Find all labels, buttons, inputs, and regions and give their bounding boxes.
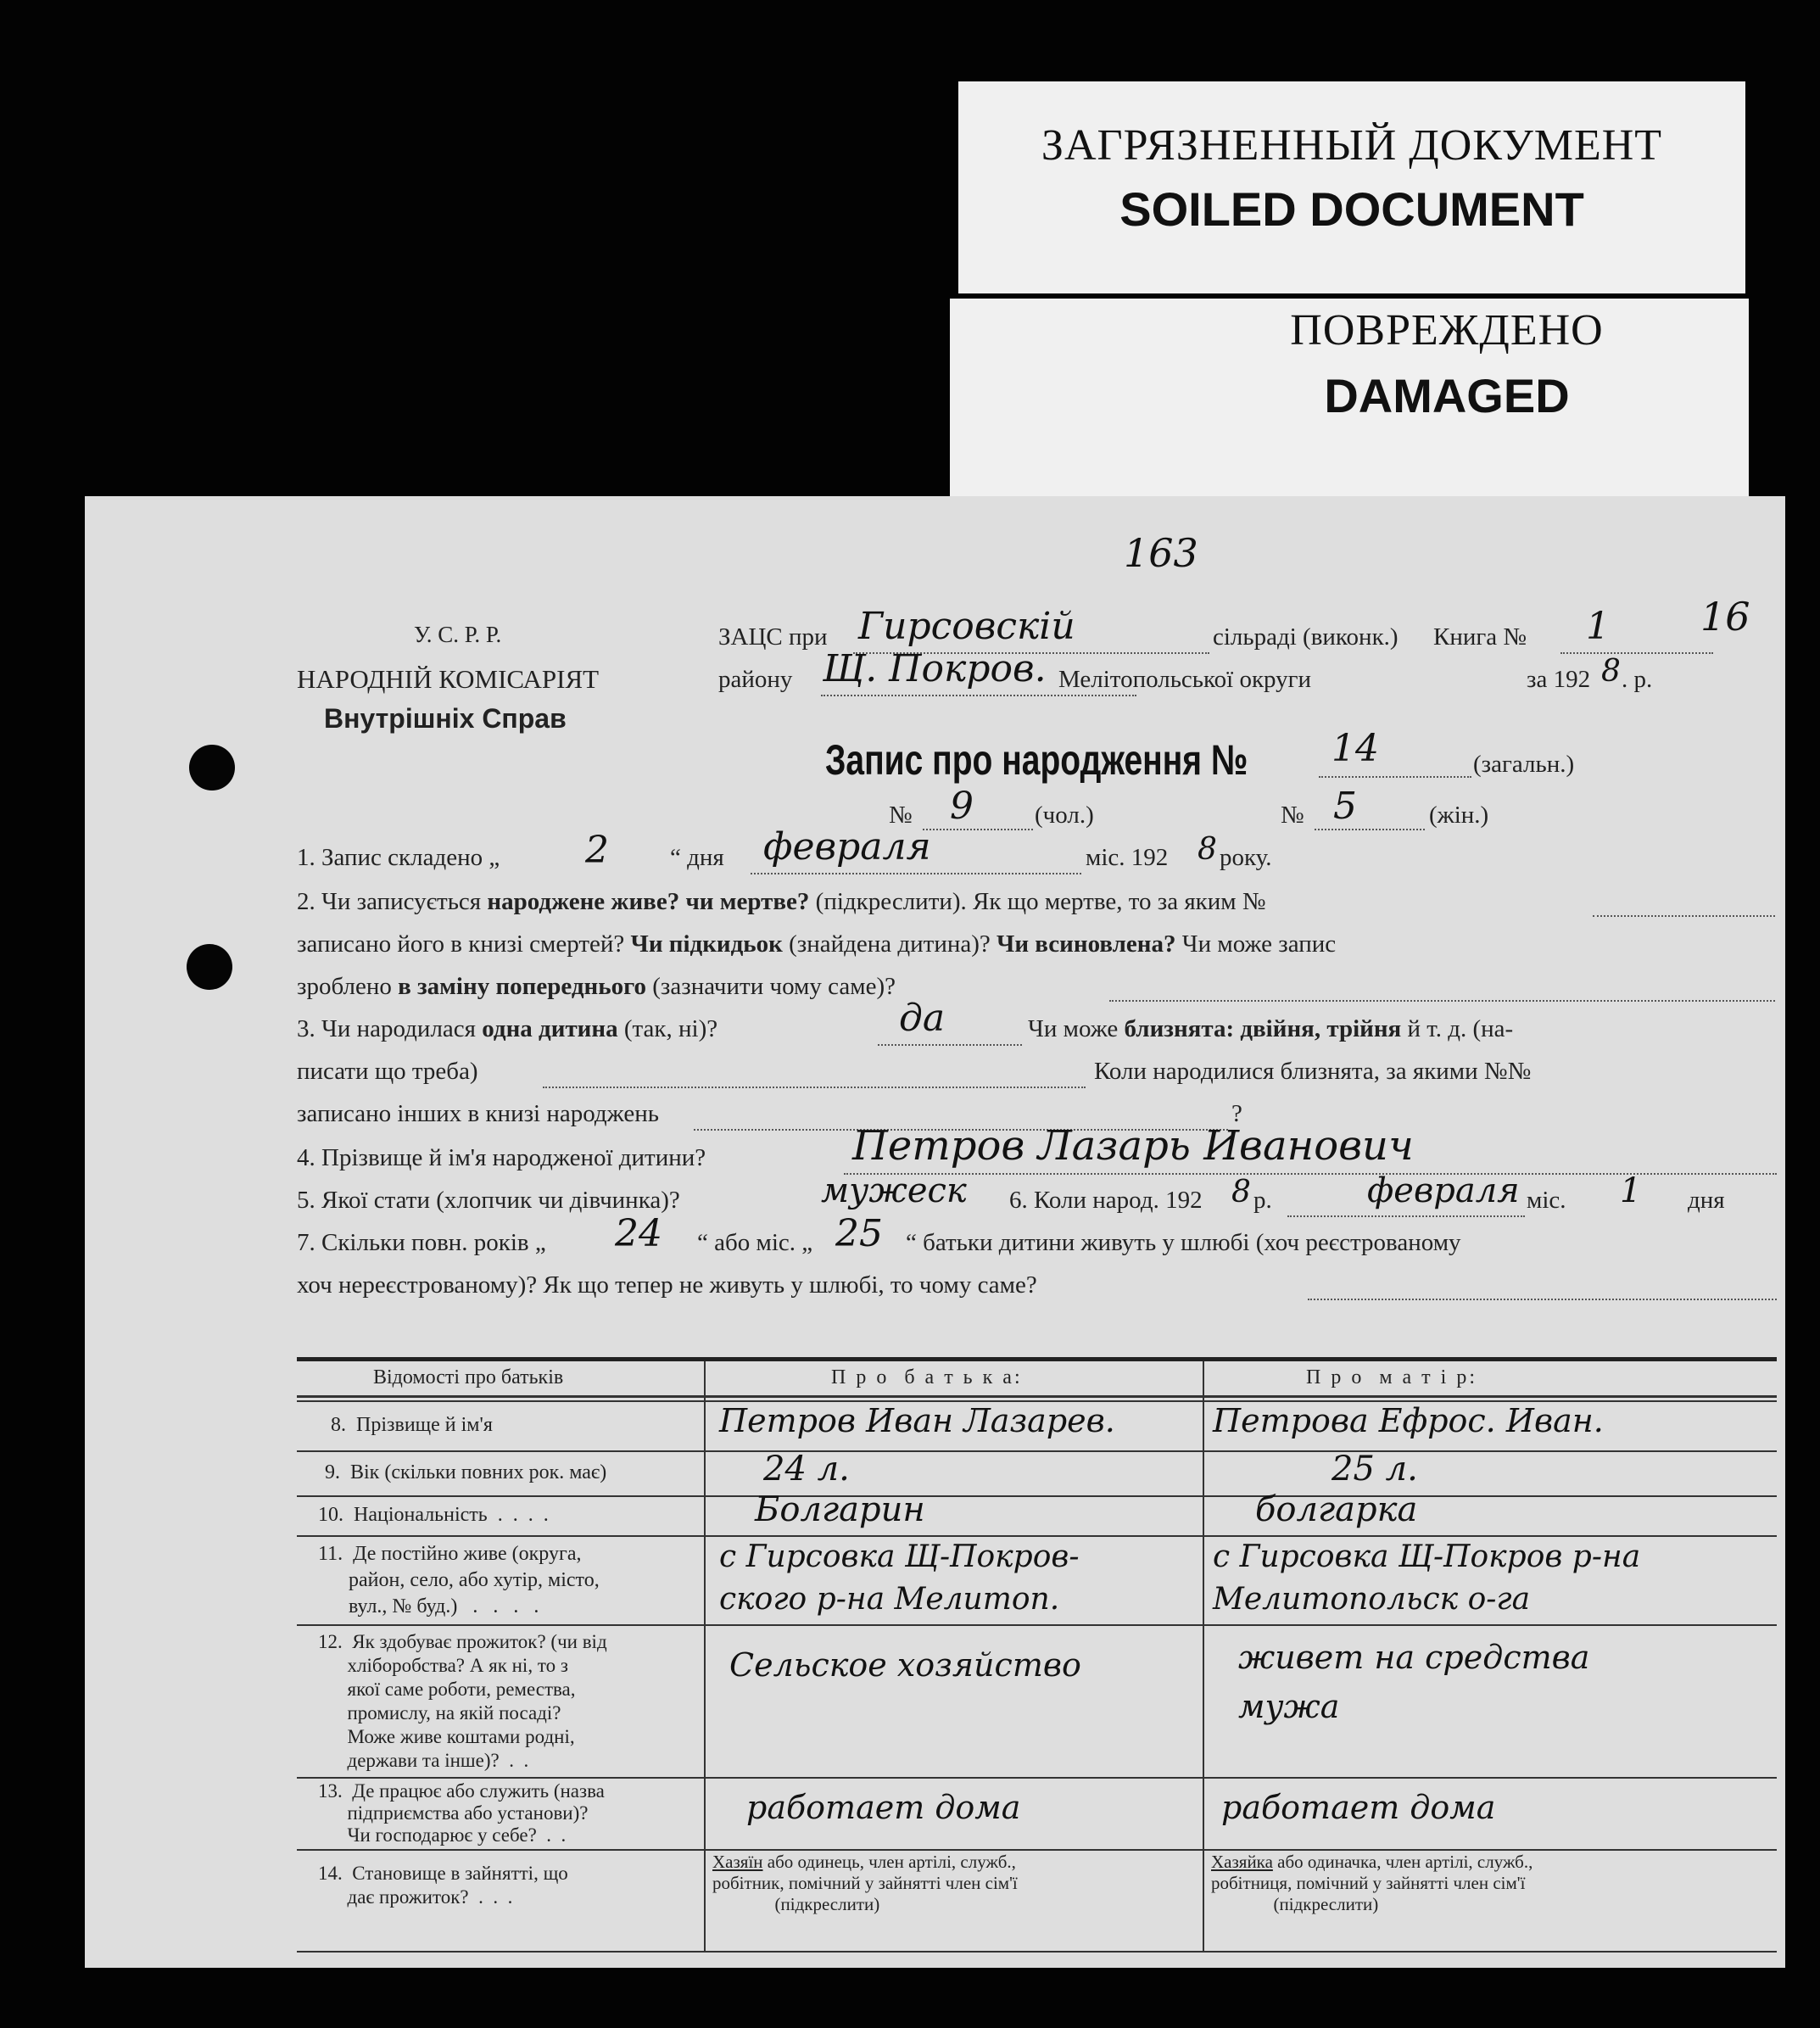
row13-father-value: работает дома	[746, 1789, 1021, 1826]
row11-label: 11. Де постійно живе (округа, район, село, або хутір, місто, вул., № буд.) . . . .	[318, 1543, 600, 1617]
q2-line2: записано його в книзі смертей? Чи підкидьок (знайдена дитина)? Чи всиновлена? Чи може запис	[297, 930, 1337, 958]
row14-father-options: Хазяїн або одинець, член артілі, служб., робітник, помічний у зайнятті член сім'ї (підкреслити)	[712, 1852, 1018, 1914]
q1-text-c: міс. 192	[1086, 844, 1169, 871]
q1-month-value: февраля	[763, 825, 931, 869]
q3-line1-start: 3. Чи народилася одна дитина (так, ні)?	[297, 1015, 718, 1042]
village-council-suffix: сільраді (виконк.)	[1213, 623, 1398, 651]
row14-mother-options: Хазяйка або одиначка, член артілі, служб., робітниця, помічний у зайнятті член сім'ї (підкреслити)	[1211, 1852, 1533, 1914]
record-total-label: (загальн.)	[1473, 751, 1575, 778]
q6-text-month: міс.	[1527, 1187, 1566, 1214]
q1-text-d: року.	[1220, 844, 1272, 871]
soiled-label-ru: ЗАГРЯЗНЕННЫЙ ДОКУМЕНТ	[1041, 121, 1663, 170]
row10-label: 10. Національність . . . .	[318, 1504, 549, 1526]
soiled-document-label	[958, 81, 1745, 293]
row13-mother-value: работает дома	[1221, 1789, 1496, 1826]
row9-label: 9. Вік (скільки повних рок. має)	[325, 1461, 607, 1483]
q3-line1-end: Чи може близнята: двійня, трійня й т. д. (на-	[1028, 1015, 1514, 1042]
female-number-prefix: №	[1281, 802, 1304, 829]
district-value: Щ. Покров.	[823, 647, 1047, 690]
commissariat-heading: НАРОДНІЙ КОМІСАРІЯТ	[297, 664, 600, 694]
row8-label: 8. Прізвище й ім'я	[331, 1414, 493, 1436]
female-label: (жін.)	[1429, 802, 1489, 829]
record-title: Запис про народження №	[825, 736, 1248, 784]
row8-mother-value: Петрова Ефрос. Иван.	[1213, 1402, 1604, 1439]
row12-mother-value: живет на средства мужа	[1238, 1639, 1590, 1725]
row8-father-value: Петров Иван Лазарев.	[719, 1402, 1115, 1439]
table-header-mother: П р о м а т і р:	[1306, 1366, 1477, 1388]
row12-label: 12. Як здобуває прожиток? (чи від хліборобства? А як ні, то з якої саме роботи, ремества, промислу, на якій посаді? Може живе коштами родні, держави та інше)? . .	[318, 1631, 607, 1771]
district-prefix: району	[718, 666, 793, 693]
margin-number: 16	[1700, 594, 1750, 640]
damaged-label-ua: ПОВРЕЖДЕНО	[1290, 306, 1604, 355]
q6-day-value: 1	[1620, 1171, 1642, 1210]
q7-years-value: 24	[615, 1212, 662, 1255]
q3-answer-value: да	[899, 997, 946, 1040]
male-number-value: 9	[950, 785, 974, 828]
damaged-label-en: DAMAGED	[1324, 369, 1570, 422]
q7-text-b: “ або міс. „	[697, 1229, 813, 1256]
punch-hole	[189, 745, 235, 791]
table-header-father: П р о б а т ь к а:	[831, 1366, 1023, 1388]
q6-text-day: дня	[1688, 1187, 1725, 1214]
q1-day-value: 2	[585, 829, 609, 872]
q7-text-c: “ батьки дитини живуть у шлюбі (хоч реєстрованому	[906, 1229, 1461, 1256]
usrr-heading: У. С. Р. Р.	[414, 622, 502, 647]
year-digit-value: 8	[1601, 654, 1621, 689]
q6-year-value: 8	[1231, 1175, 1251, 1210]
okrug-label: Мелітопольської округи	[1058, 666, 1312, 693]
q7-text-a: 7. Скільки повн. років „	[297, 1229, 546, 1256]
row14-label: 14. Становище в зайнятті, що дає прожиток? . . .	[318, 1863, 568, 1908]
zags-prefix: ЗАЦС при	[718, 623, 828, 651]
village-council-value: Гирсовскій	[858, 605, 1075, 648]
female-number-value: 5	[1333, 785, 1357, 828]
row9-mother-value: 25 л.	[1332, 1450, 1418, 1489]
q3-line3: записано інших в книзі народжень	[297, 1100, 659, 1127]
year-suffix: . р.	[1622, 666, 1653, 693]
page-number: 163	[1124, 530, 1198, 576]
row13-label: 13. Де працює або служить (назва підприємства або установи)? Чи господарює у себе? . .	[318, 1780, 605, 1846]
book-label: Книга №	[1433, 623, 1527, 651]
q6-text-r: р.	[1253, 1187, 1272, 1214]
q3-line2-end: Коли народилися близнята, за якими №№	[1094, 1058, 1532, 1085]
damaged-document-label	[950, 299, 1749, 511]
q1-year-value: 8	[1198, 832, 1217, 867]
table-header-parents: Відомості про батьків	[373, 1366, 564, 1388]
q3-line2-start: писати що треба)	[297, 1058, 478, 1085]
q5-text: 5. Якої стати (хлопчик чи дівчинка)?	[297, 1187, 680, 1214]
q3-line3-end: ?	[1231, 1100, 1242, 1127]
row9-father-value: 24 л.	[763, 1450, 850, 1489]
record-number-value: 14	[1332, 727, 1379, 770]
male-number-prefix: №	[889, 802, 913, 829]
internal-affairs-heading: Внутрішніх Справ	[324, 703, 567, 734]
q1-text-a: 1. Запис складено „	[297, 844, 500, 871]
soiled-label-en: SOILED DOCUMENT	[1119, 182, 1584, 236]
q4-child-name-value: Петров Лазарь Иванович	[852, 1122, 1414, 1170]
punch-hole	[187, 944, 232, 990]
q5-sex-value: мужеск	[821, 1171, 967, 1210]
row11-father-value: с Гирсовка Щ-Покров- ского р-на Мелитоп.	[719, 1539, 1080, 1617]
q7-line2: хоч нереєстрованому)? Як що тепер не живуть у шлюбі, то чому саме?	[297, 1271, 1037, 1299]
row10-father-value: Болгарин	[755, 1490, 925, 1529]
male-label: (чол.)	[1035, 802, 1094, 829]
row12-father-value: Сельское хозяйство	[729, 1646, 1081, 1684]
birth-record-sheet	[85, 496, 1785, 1968]
row11-mother-value: с Гирсовка Щ-Покров р-на Мелитопольск о-га	[1213, 1539, 1641, 1617]
row10-mother-value: болгарка	[1255, 1490, 1418, 1529]
q2-line1: 2. Чи записується народжене живе? чи мертве? (підкреслити). Як що мертве, то за яким №	[297, 888, 1266, 915]
q6-text: 6. Коли народ. 192	[1009, 1187, 1203, 1214]
q1-text-b: “ дня	[670, 844, 724, 871]
year-prefix: за 192	[1527, 666, 1591, 693]
q6-month-value: февраля	[1367, 1171, 1520, 1210]
q7-months-value: 25	[835, 1212, 883, 1255]
q4-text: 4. Прізвище й ім'я народженої дитини?	[297, 1144, 706, 1171]
book-number-value: 1	[1586, 605, 1610, 648]
q2-line3: зроблено в заміну попереднього (зазначити чому саме)?	[297, 973, 896, 1000]
